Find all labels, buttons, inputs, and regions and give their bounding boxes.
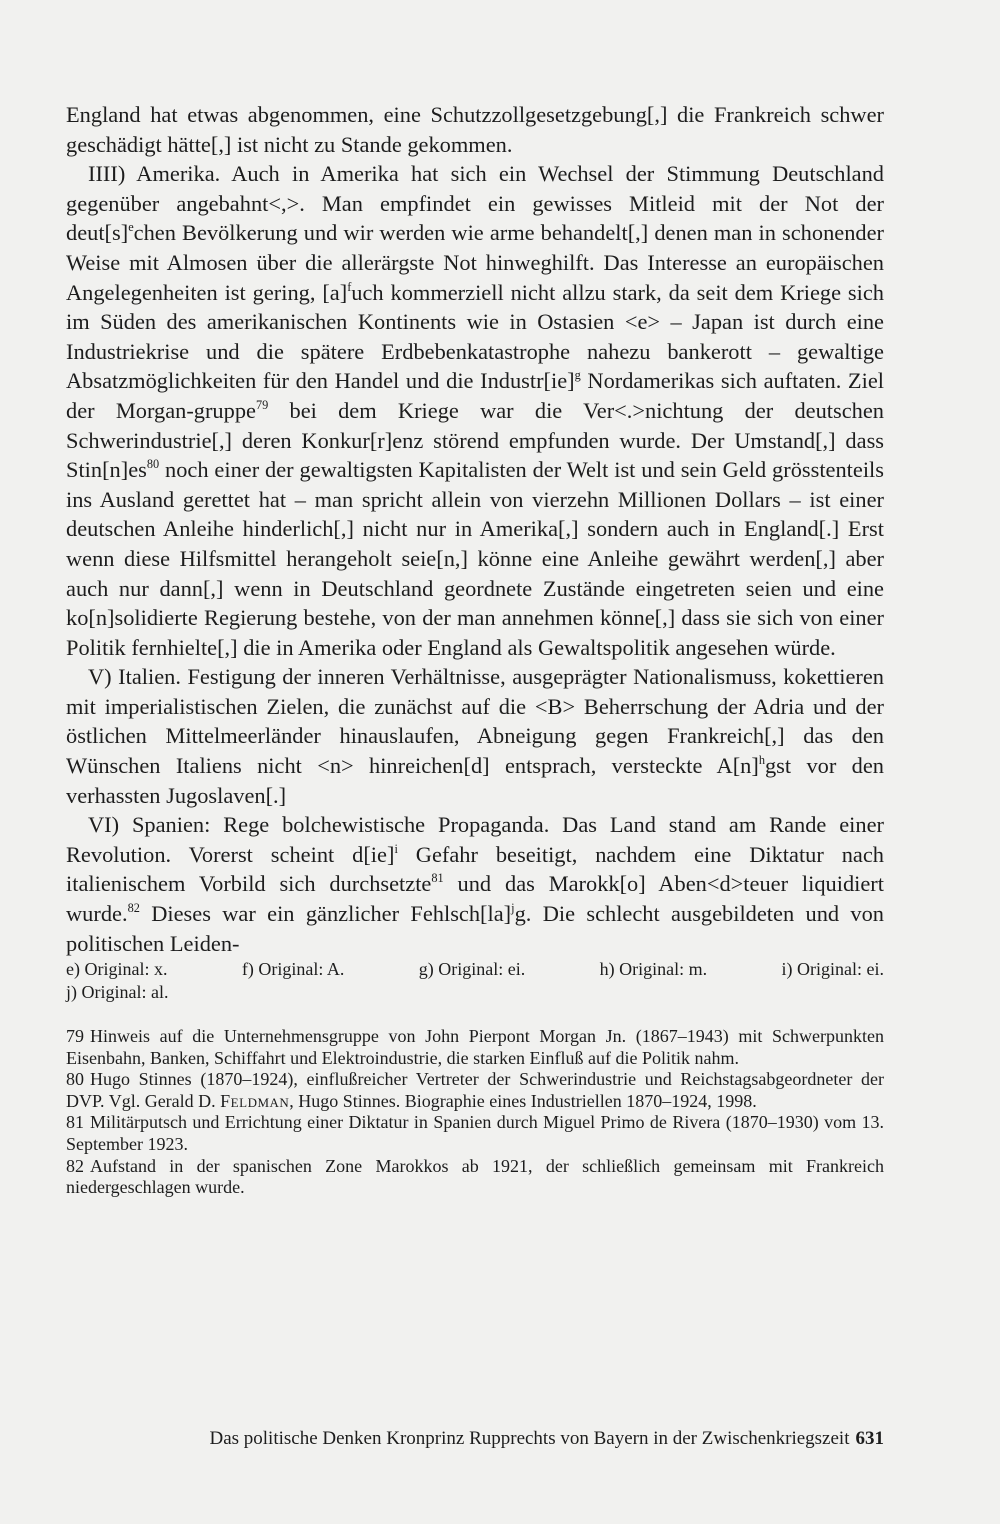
running-footer xyxy=(66,1427,884,1451)
footnote-82: 82 Aufstand in der spanischen Zone Marokkos ab 1921, der schließlich gemeinsam mit Frankreich niedergeschlagen wurde. xyxy=(66,1155,884,1198)
footnote-ref-80: 80 xyxy=(146,456,160,471)
page-number: 631 xyxy=(855,1428,884,1449)
footnote-ref-79: 79 xyxy=(255,397,269,412)
note-marker-f: f xyxy=(347,279,352,294)
footnote-80: 80 Hugo Stinnes (1870–1924), einflußreicher Vertreter der Schwerindustrie und Reichstagsabgeordneter der DVP. Vgl. Gerald D. Feldman, Hugo Stinnes. Biographie eines Industriellen 1870–1924, 1998. xyxy=(66,1069,884,1111)
footnote-number: 82 xyxy=(66,1155,84,1176)
paragraph-amerika: IIII) Amerika. Auch in Amerika hat sich ein Wechsel der Stimmung Deutschland gegenüber angebahnt<,>. Man empfindet ein gewisses Mitleid mit der Not der $deut[s]^echen$ Bevölkerung und wir werden wie arme behandelt[,] denen man in schonender Weise mit Almosen über die allerärgste Not hinweghilft. Das Interesse an europäischen Angelegenheiten ist gering, $[a]^fuch$ kommerziell nicht allzu stark, da seit dem Kriege sich im Süden des amerikanischen Kontinents wie in Ostasien <e> – Japan ist durch eine Industriekrise und die spätere Erdbebenkatastrophe nahezu bankerott – gewaltige Absatzmöglichkeiten für den Handel und die Industr[ie]$^g$ Nordamerikas sich auftaten. Ziel der Morgan-gruppe$^{79}$ bei dem Kriege war die Ver<.>nichtung der deutschen Schwerindustrie[,] deren Konkur[r]enz störend empfunden wurde. Der Umstand[,] dass $Stin[n]es^{80}$ noch einer der gewaltigsten Kapitalisten der Welt ist und sein Geld grösstenteils ins Ausland gerettet hat – man spricht allein von vierzehn Millionen Dollars – ist einer deutschen Anleihe hinderlich[,] nicht nur in Amerika[,] sondern auch in England[.] Erst wenn diese Hilfsmittel herangeholt seie[n,] könne eine Anleihe gewährt werden[,] aber auch nur dann[,] wenn in Deutschland geordnete Zustände eingetreten seien und eine ko[n]solidierte Regierung bestehe, von der man annehmen könne[,] dass sie sich von einer Politik fernhielte[,] die in Amerika oder England als Gewaltspolitik angesehen würde. xyxy=(66,161,884,660)
paragraph-spanien: VI) Spanien: Rege bolchewistische Propaganda. Das Land stand am Rande einer Revolution. Vorerst scheint d[ie]$^i$ Gefahr beseitigt, nachdem eine Diktatur nach italienischem Vorbild sich durchsetzte$^{81}$ und das Marokk[o] Aben<d>teuer liquidiert wurde.$^{82}$ Dieses war ein gänzlicher Fehlsch[la]$^j$g. Die schlecht ausgebildeten und von politischen Leiden- xyxy=(66,812,885,956)
textual-note-g: g) Original: ei. xyxy=(418,959,526,979)
running-title: Das politische Denken Kronprinz Rupprechts von Bayern in der Zwischenkriegszeit xyxy=(209,1428,850,1449)
paragraph-italien: V) Italien. Festigung der inneren Verhältnisse, ausgeprägter Nationalismuss, kokettieren mit imperialistischen Zielen, die zunächst auf die <B> Beherrschung der Adria und der östlichen Mittelmeerländer hinauslaufen, Abneigung gegen Frankreich[,] das den Wünschen Italiens nicht <n> hinreichen[d] entsprach, versteckte $A[n]^hgst$ vor den verhassten Jugoslaven[.] xyxy=(66,664,884,808)
footnote-number: 80 xyxy=(66,1069,84,1090)
footnote-81: 81 Militärputsch und Errichtung einer Diktatur in Spanien durch Miguel Primo de Rivera (1870–1930) vom 13. September 1923. xyxy=(66,1112,884,1154)
note-marker-j: j xyxy=(511,900,515,915)
textual-note-f: f) Original: A. xyxy=(241,959,345,979)
footnote-number: 79 xyxy=(66,1026,84,1046)
note-marker-i: i xyxy=(394,841,398,856)
main-text xyxy=(66,100,884,958)
footnotes xyxy=(66,1026,884,1199)
paragraph-england: England hat etwas abgenommen, eine Schutzzollgesetzgebung[,] die Frankreich schwer geschädigt hätte[,] ist nicht zu Stande gekommen. xyxy=(66,102,884,157)
textual-note-j: j) Original: al. xyxy=(66,982,169,1002)
footnote-79: 79 Hinweis auf die Unternehmensgruppe von John Pierpont Morgan Jn. (1867–1943) mit Schwerpunkten Eisenbahn, Banken, Schiffahrt und Elektroindustrie, die starken Einfluß auf die Politik nahm. xyxy=(66,1026,884,1068)
textual-note-h: h) Original: m. xyxy=(599,959,708,979)
author-name: Feldman xyxy=(220,1090,290,1111)
textual-note-e: e) Original: x. xyxy=(66,959,168,979)
footnote-number: 81 xyxy=(66,1112,84,1133)
note-marker-g: g xyxy=(574,368,581,383)
textual-notes xyxy=(66,958,884,1004)
footnote-ref-81: 81 xyxy=(431,871,444,886)
note-marker-e: e xyxy=(128,220,134,235)
footnote-ref-82: 82 xyxy=(127,900,140,915)
note-marker-h: h xyxy=(758,752,765,767)
textual-note-i: i) Original: ei. xyxy=(781,959,884,979)
